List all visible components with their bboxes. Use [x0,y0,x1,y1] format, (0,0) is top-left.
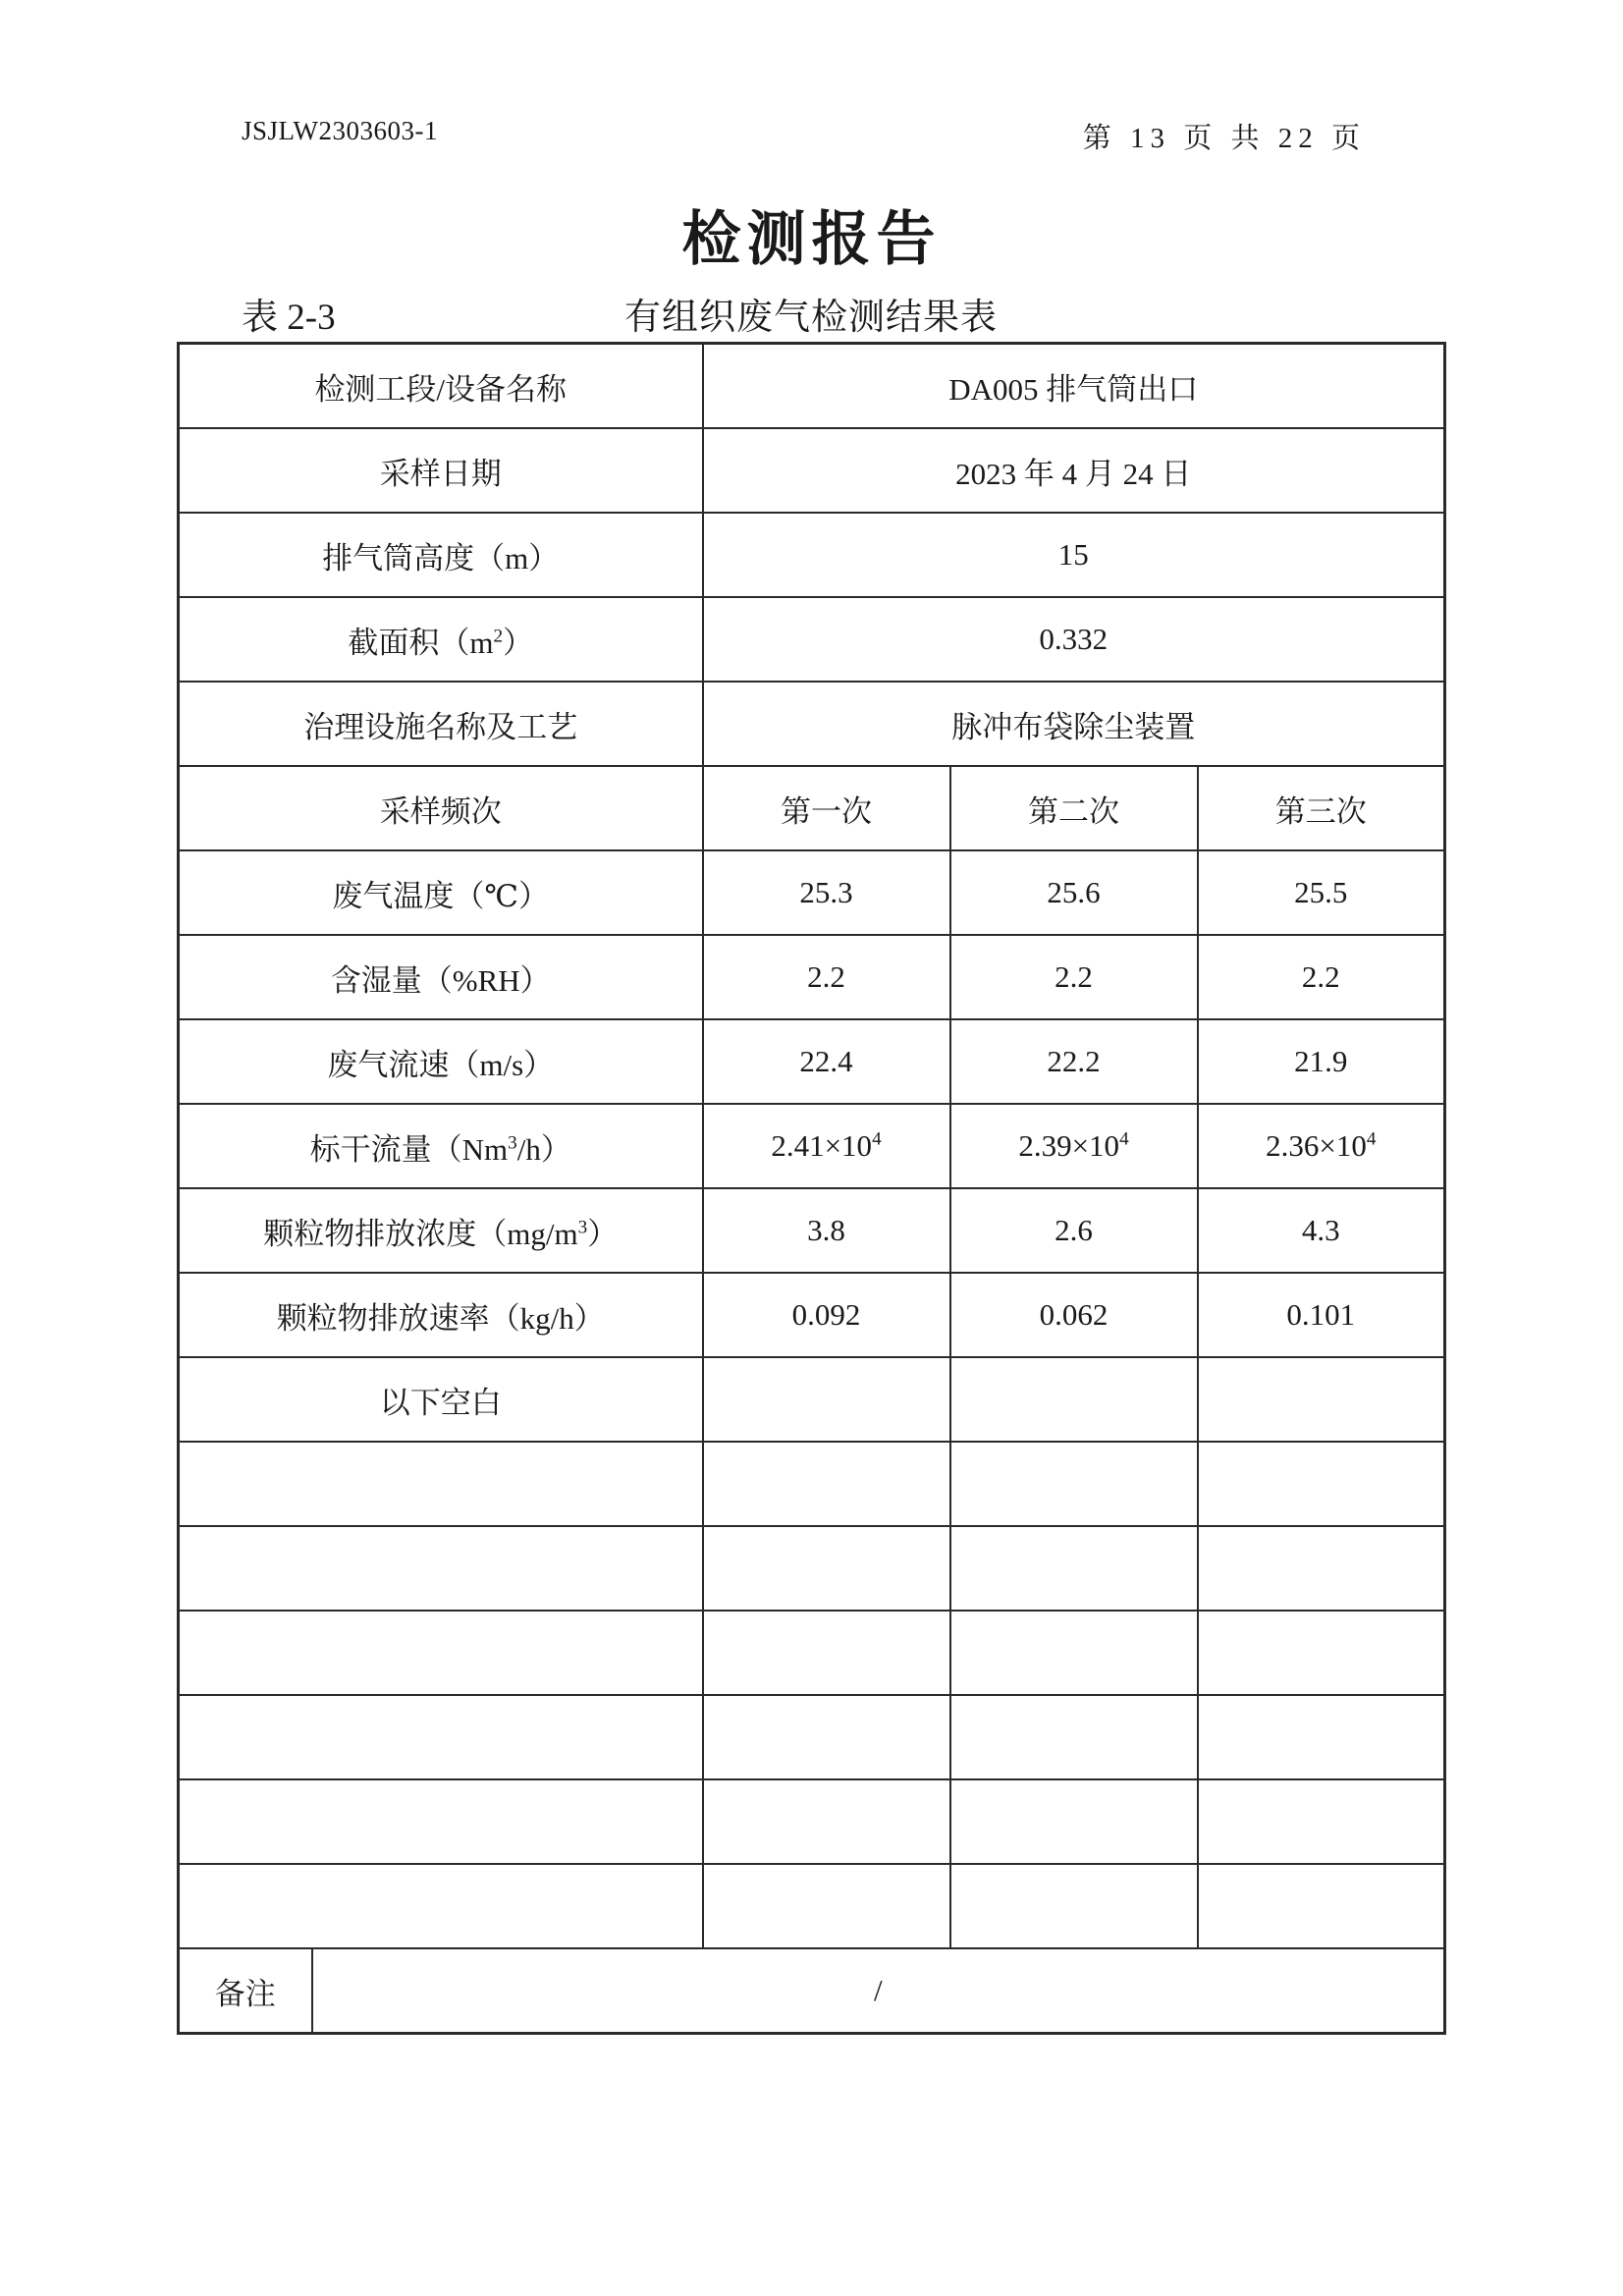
blank-note-row [179,1357,1445,1442]
empty-cell [950,1695,1198,1779]
measure-label: 颗粒物排放浓度$(mg/m^3)$ [179,1188,703,1273]
empty-cell [950,1526,1198,1611]
info-label: 检测工段/设备名称 [179,344,703,429]
measure-row-rate [179,1273,1445,1357]
info-label: 排气筒高度（m） [179,513,703,597]
remark-label: 备注 [179,1948,312,2034]
info-value: 2023 年 4 月 24 日 [703,428,1445,513]
measure-value: 2.2 [950,935,1198,1019]
measure-value: 22.4 [703,1019,950,1104]
measure-row-velocity [179,1019,1445,1104]
remark-value: / [312,1948,1445,2034]
measure-label: 标干流量（Nm$^3$/h） [179,1104,703,1188]
measure-value: 2.6 [950,1188,1198,1273]
info-value: DA005 排气筒出口 [703,344,1445,429]
frequency-col: 第一次 [703,766,950,850]
measure-value: 25.5 [1198,850,1445,935]
empty-cell [179,1695,703,1779]
frequency-col: 第二次 [950,766,1198,850]
empty-cell [179,1779,703,1864]
measure-row-temperature [179,850,1445,935]
empty-row [179,1779,1445,1864]
measure-value: 4.3 [1198,1188,1445,1273]
info-value: 脉冲布袋除尘装置 [703,682,1445,766]
empty-cell [950,1864,1198,1948]
empty-cell [1198,1695,1445,1779]
empty-cell [950,1779,1198,1864]
empty-row [179,1864,1445,1948]
empty-cell [950,1442,1198,1526]
measure-value: 21.9 [1198,1019,1445,1104]
empty-cell [703,1442,950,1526]
info-value: 0.332 [703,597,1445,682]
empty-cell [179,1526,703,1611]
info-row-date [179,428,1445,513]
empty-row [179,1442,1445,1526]
empty-cell [703,1779,950,1864]
info-label: 采样日期 [179,428,703,513]
measure-label: 废气流速（m/s） [179,1019,703,1104]
results-table [177,342,1446,2035]
empty-cell [1198,1864,1445,1948]
measure-label: 废气温度（℃） [179,850,703,935]
empty-row [179,1695,1445,1779]
empty-cell [703,1526,950,1611]
measure-label: 颗粒物排放速率（kg/h） [179,1273,703,1357]
empty-cell [1198,1611,1445,1695]
empty-cell [950,1611,1198,1695]
empty-cell [179,1442,703,1526]
frequency-row [179,766,1445,850]
info-row-facility [179,682,1445,766]
empty-cell [1198,1526,1445,1611]
measure-value: 0.062 [950,1273,1198,1357]
info-label: 治理设施名称及工艺 [179,682,703,766]
empty-cell [703,1611,950,1695]
report-title: 检测报告 [681,205,942,274]
measure-value: 2.2 [1198,935,1445,1019]
measure-value: 25.3 [703,850,950,935]
measure-value: $2.41\times 10^4$ [703,1104,950,1188]
measure-row-concentration [179,1188,1445,1273]
empty-row [179,1526,1445,1611]
empty-cell [703,1357,950,1442]
info-row-device [179,344,1445,429]
empty-cell [703,1695,950,1779]
measure-value: 3.8 [703,1188,950,1273]
measure-value: $2.36\times 10^4$ [1198,1104,1445,1188]
measure-row-humidity [179,935,1445,1019]
empty-cell [179,1864,703,1948]
measure-value: 0.101 [1198,1273,1445,1357]
measure-value: 2.2 [703,935,950,1019]
measure-label: 含湿量（%RH） [179,935,703,1019]
empty-cell [179,1611,703,1695]
page-indicator: 第 13 页 共 22 页 [1082,123,1366,154]
empty-cell [1198,1442,1445,1526]
empty-cell [950,1357,1198,1442]
measure-value: 25.6 [950,850,1198,935]
measure-value: 0.092 [703,1273,950,1357]
info-value: 15 [703,513,1445,597]
measure-value: 22.2 [950,1019,1198,1104]
table-caption: 有组织废气检测结果表 [624,296,998,338]
measure-row-flow [179,1104,1445,1188]
empty-row [179,1611,1445,1695]
frequency-label: 采样频次 [179,766,703,850]
report-code: JSJLW2303603-1 [242,116,438,145]
remark-row [179,1948,1445,2034]
blank-note: 以下空白 [179,1357,703,1442]
table-number: 表 2-3 [242,298,336,338]
measure-value: $2.39\times 10^4$ [950,1104,1198,1188]
empty-cell [703,1864,950,1948]
empty-cell [1198,1357,1445,1442]
info-row-height [179,513,1445,597]
frequency-col: 第三次 [1198,766,1445,850]
info-label: 截面积$(m^2)$ [179,597,703,682]
empty-cell [1198,1779,1445,1864]
info-row-area [179,597,1445,682]
